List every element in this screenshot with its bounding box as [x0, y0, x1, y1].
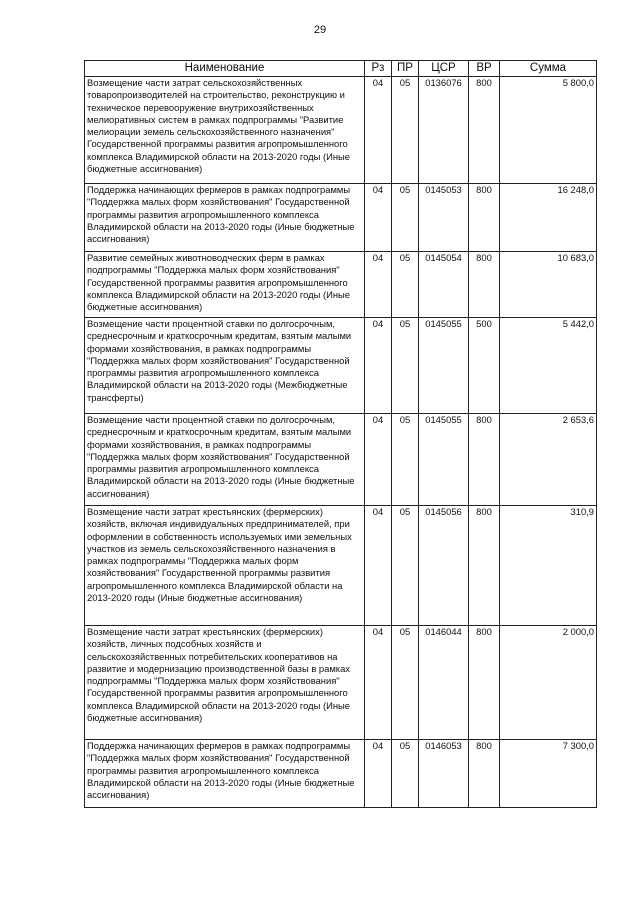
page-number: 29 — [313, 24, 327, 36]
row-name: Развитие семейных животноводческих ферм в рамках подпрограммы "Поддержка малых форм хозяйствования" Государственной программы развития агропромышленного комплекса Владимирской области на 2013-2020 годы (Иные бюджетные ассигнования) — [85, 252, 365, 318]
table-row — [85, 318, 597, 414]
row-sum: 2 000,0 — [500, 626, 597, 740]
row-sum: 16 248,0 — [500, 184, 597, 252]
row-sum: 10 683,0 — [500, 252, 597, 318]
row-rz: 04 — [365, 414, 392, 506]
table-row — [85, 626, 597, 740]
table-row — [85, 414, 597, 506]
header-name: Наименование — [85, 61, 365, 77]
row-csr: 0145053 — [419, 184, 469, 252]
row-vr: 800 — [469, 77, 500, 184]
row-csr: 0136076 — [419, 77, 469, 184]
row-vr: 500 — [469, 318, 500, 414]
budget-table — [84, 60, 597, 808]
row-pr: 05 — [392, 184, 419, 252]
row-name: Возмещение части затрат крестьянских (фермерских) хозяйств, личных подсобных хозяйств и сельскохозяйственных потребительских кооперативов на развитие и модернизацию производственной базы в рамках подпрограммы "Поддержка малых форм хозяйствования" Государственной программы развития агропромышленного комплекса Владимирской области на 2013-2020 годы (Иные бюджетные ассигнования) — [85, 626, 365, 740]
row-vr: 800 — [469, 740, 500, 808]
row-name: Возмещение части процентной ставки по долгосрочным, среднесрочным и краткосрочным кредитам, взятым малыми формами хозяйствования, в рамках подпрограммы "Поддержка малых форм хозяйствования" Государственной программы развития агропромышленного комплекса Владимирской области на 2013-2020 годы (Межбюджетные трансферты) — [85, 318, 365, 414]
row-rz: 04 — [365, 77, 392, 184]
row-vr: 800 — [469, 506, 500, 626]
row-name: Возмещение части затрат крестьянских (фермерских) хозяйств, включая индивидуальных предпринимателей, при оформлении в собственность используемых ими земельных участков из земель сельскохозяйственного назначения в рамках подпрограммы "Поддержка малых форм хозяйствования" Государственной программы развития агропромышленного комплекса Владимирской области на 2013-2020 годы (Иные бюджетные ассигнования) — [85, 506, 365, 626]
row-sum: 5 442,0 — [500, 318, 597, 414]
row-csr: 0145054 — [419, 252, 469, 318]
table-row — [85, 77, 597, 184]
header-rz: Рз — [365, 61, 392, 77]
row-rz: 04 — [365, 184, 392, 252]
row-sum: 5 800,0 — [500, 77, 597, 184]
table-row — [85, 184, 597, 252]
row-pr: 05 — [392, 318, 419, 414]
row-sum: 2 653,6 — [500, 414, 597, 506]
table-row — [85, 740, 597, 808]
row-pr: 05 — [392, 626, 419, 740]
header-pr: ПР — [392, 61, 419, 77]
row-name: Возмещение части затрат сельскохозяйственных товаропроизводителей на строительство, реконструкцию и техническое перевооружение внутрихозяйственных мелиоративных систем в рамках подпрограммы "Развитие мелиорации земель сельскохозяйственного назначения" Государственной программы развития агропромышленного комплекса Владимирской области на 2013-2020 годы (Иные бюджетные ассигнования) — [85, 77, 365, 184]
table-row — [85, 506, 597, 626]
row-vr: 800 — [469, 252, 500, 318]
header-sum: Сумма — [500, 61, 597, 77]
row-pr: 05 — [392, 740, 419, 808]
header-csr: ЦСР — [419, 61, 469, 77]
row-csr: 0146044 — [419, 626, 469, 740]
row-rz: 04 — [365, 506, 392, 626]
row-name: Поддержка начинающих фермеров в рамках подпрограммы "Поддержка малых форм хозяйствования" Государственной программы развития агропромышленного комплекса Владимирской области на 2013-2020 годы (Иные бюджетные ассигнования) — [85, 184, 365, 252]
row-name: Возмещение части процентной ставки по долгосрочным, среднесрочным и краткосрочным кредитам, взятым малыми формами хозяйствования, в рамках подпрограммы "Поддержка малых форм хозяйствования" Государственной программы развития агропромышленного комплекса Владимирской области на 2013-2020 годы (Иные бюджетные ассигнования) — [85, 414, 365, 506]
row-csr: 0145055 — [419, 414, 469, 506]
row-csr: 0145056 — [419, 506, 469, 626]
row-rz: 04 — [365, 740, 392, 808]
table-row — [85, 252, 597, 318]
row-sum: 7 300,0 — [500, 740, 597, 808]
row-pr: 05 — [392, 506, 419, 626]
row-vr: 800 — [469, 626, 500, 740]
row-pr: 05 — [392, 414, 419, 506]
row-vr: 800 — [469, 414, 500, 506]
row-pr: 05 — [392, 252, 419, 318]
row-rz: 04 — [365, 626, 392, 740]
row-rz: 04 — [365, 318, 392, 414]
row-sum: 310,9 — [500, 506, 597, 626]
row-pr: 05 — [392, 77, 419, 184]
table-header-row — [85, 61, 597, 77]
row-vr: 800 — [469, 184, 500, 252]
row-csr: 0146053 — [419, 740, 469, 808]
row-rz: 04 — [365, 252, 392, 318]
row-csr: 0145055 — [419, 318, 469, 414]
header-vr: ВР — [469, 61, 500, 77]
row-name: Поддержка начинающих фермеров в рамках подпрограммы "Поддержка малых форм хозяйствования" Государственной программы развития агропромышленного комплекса Владимирской области на 2013-2020 годы (Иные бюджетные ассигнования) — [85, 740, 365, 808]
